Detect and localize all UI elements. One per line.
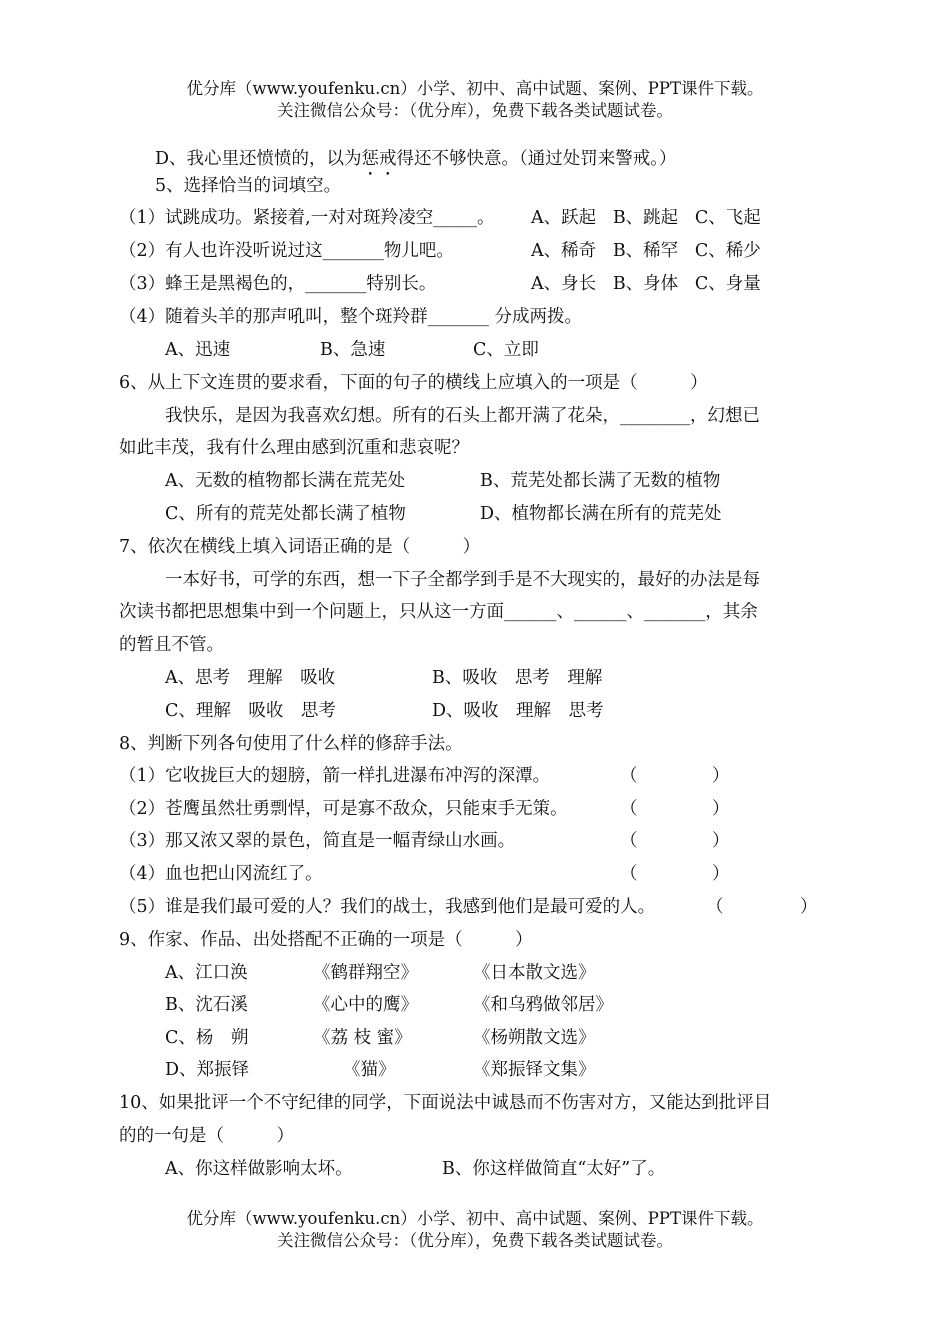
- q5-item-4-option-a: A、迅速: [165, 340, 231, 360]
- q5-item-4-stem: （4）随着头羊的那声吼叫，整个斑羚群_______ 分成两拨。: [119, 307, 582, 327]
- q6-option-a: A、无数的植物都长满在荒芜处: [165, 471, 406, 491]
- q6-passage-1: 我快乐，是因为我喜欢幻想。所有的石头上都开满了花朵，________，幻想已: [165, 406, 760, 426]
- q9-row-a-author: A、江口涣: [165, 963, 248, 983]
- emphasis-char-2: 戒: [379, 149, 397, 169]
- header-line-1: 优分库（www.youfenku.cn）小学、初中、高中试题、案例、PPT课件下载。: [186, 79, 764, 98]
- q8-answer-2-open: （: [620, 799, 638, 819]
- q5-item-3-stem: （3）蜂王是黑褐色的，_______特别长。: [119, 274, 437, 294]
- q7-option-d: D、吸收 理解 思考: [432, 701, 604, 721]
- q5-item-4-option-c: C、立即: [473, 340, 539, 360]
- q7-option-b: B、吸收 思考 理解: [432, 668, 603, 688]
- q8-answer-3-close: ）: [712, 831, 730, 851]
- footer-line-2: 关注微信公众号：（优分库），免费下载各类试题试卷。: [277, 1231, 673, 1250]
- footer-line-1: 优分库（www.youfenku.cn）小学、初中、高中试题、案例、PPT课件下载。: [186, 1209, 764, 1228]
- page-footer: [0, 1208, 950, 1252]
- q8-sentence-5: （5）谁是我们最可爱的人？我们的战士，我感到他们是最可爱的人。: [119, 897, 656, 917]
- q8-sentence-1: （1）它收拢巨大的翅膀，箭一样扎进瀑布冲泻的深潭。: [119, 766, 551, 786]
- q9-row-a-source: 《日本散文选》: [473, 963, 596, 983]
- q8-answer-5-close: ）: [800, 897, 818, 917]
- q7-passage-3: 的暂且不管。: [119, 635, 224, 655]
- q9-row-c-source: 《杨朔散文选》: [473, 1028, 596, 1048]
- q9-row-d-source: 《郑振铎文集》: [473, 1060, 596, 1080]
- q5-item-2-stem: （2）有人也许没听说过这_______物儿吧。: [119, 241, 454, 261]
- q8-answer-2-close: ）: [712, 799, 730, 819]
- q10-option-b: B、你这样做简直“太好”了。: [442, 1159, 666, 1179]
- q5-item-2-options: A、稀奇 B、稀罕 C、稀少: [531, 241, 761, 261]
- q8-sentence-2: （2）苍鹰虽然壮勇剽悍，可是寡不敌众，只能束手无策。: [119, 799, 568, 819]
- q7-title: 7、依次在横线上填入词语正确的是（ ）: [119, 537, 481, 557]
- q6-option-d: D、植物都长满在所有的荒芜处: [480, 504, 722, 524]
- q8-sentence-3: （3）那又浓又翠的景色，简直是一幅青绿山水画。: [119, 831, 516, 851]
- q6-option-c: C、所有的荒芜处都长满了植物: [165, 504, 406, 524]
- q6-passage-2: 如此丰茂，我有什么理由感到沉重和悲哀呢？: [119, 438, 469, 458]
- q5-item-4-option-b: B、急速: [320, 340, 386, 360]
- q9-row-d-author: D、郑振铎: [165, 1060, 250, 1080]
- q9-row-c-author: C、杨 朔: [165, 1028, 249, 1048]
- q8-sentence-4: （4）血也把山冈流红了。: [119, 864, 323, 884]
- q5-title: 5、选择恰当的词填空。: [155, 176, 342, 196]
- q9-row-b-source: 《和乌鸦做邻居》: [473, 995, 613, 1015]
- q5-item-3-options: A、身长 B、身体 C、身量: [531, 274, 761, 294]
- q9-row-c-work: 《荔 枝 蜜》: [313, 1028, 412, 1048]
- q4-option-d: D、我心里还愤愤的，以为惩戒得还不够快意。（通过处罚来警戒。）: [155, 149, 677, 169]
- page-header: [0, 78, 950, 122]
- header-line-2: 关注微信公众号：（优分库），免费下载各类试题试卷。: [277, 101, 673, 120]
- q8-title: 8、判断下列各句使用了什么样的修辞手法。: [119, 734, 463, 754]
- q10-passage-1: 10、如果批评一个不守纪律的同学，下面说法中诚恳而不伤害对方，又能达到批评目: [119, 1093, 772, 1113]
- q9-row-b-author: B、沈石溪: [165, 995, 248, 1015]
- q5-item-1-stem: （1）试跳成功。紧接着,一对对斑羚凌空_____。: [119, 208, 495, 228]
- q8-answer-1-open: （: [620, 766, 638, 786]
- q5-item-1-options: A、跃起 B、跳起 C、飞起: [531, 208, 761, 228]
- q9-row-a-work: 《鹤群翔空》: [313, 963, 418, 983]
- q7-passage-2: 次读书都把思想集中到一个问题上，只从这一方面______、______、_______，其余: [119, 602, 758, 622]
- q10-option-a: A、你这样做影响太坏。: [165, 1159, 353, 1179]
- emphasis-char-1: 惩: [361, 149, 380, 169]
- q6-option-b: B、荒芜处都长满了无数的植物: [480, 471, 721, 491]
- q9-title: 9、作家、作品、出处搭配不正确的一项是（ ）: [119, 930, 533, 950]
- q8-answer-4-close: ）: [712, 864, 730, 884]
- q9-row-d-work: 《猫》: [343, 1060, 396, 1080]
- q8-answer-4-open: （: [620, 864, 638, 884]
- q7-option-c: C、理解 吸收 思考: [165, 701, 336, 721]
- q8-answer-3-open: （: [620, 831, 638, 851]
- q9-row-b-work: 《心中的鹰》: [313, 995, 418, 1015]
- q10-passage-2: 的的一句是（ ）: [119, 1126, 294, 1146]
- q7-passage-1: 一本好书，可学的东西，想一下子全都学到手是不大现实的，最好的办法是每: [165, 570, 760, 590]
- q6-title: 6、从上下文连贯的要求看，下面的句子的横线上应填入的一项是（ ）: [119, 373, 708, 393]
- q8-answer-5-open: （: [706, 897, 724, 917]
- q7-option-a: A、思考 理解 吸收: [165, 668, 336, 688]
- q8-answer-1-close: ）: [712, 766, 730, 786]
